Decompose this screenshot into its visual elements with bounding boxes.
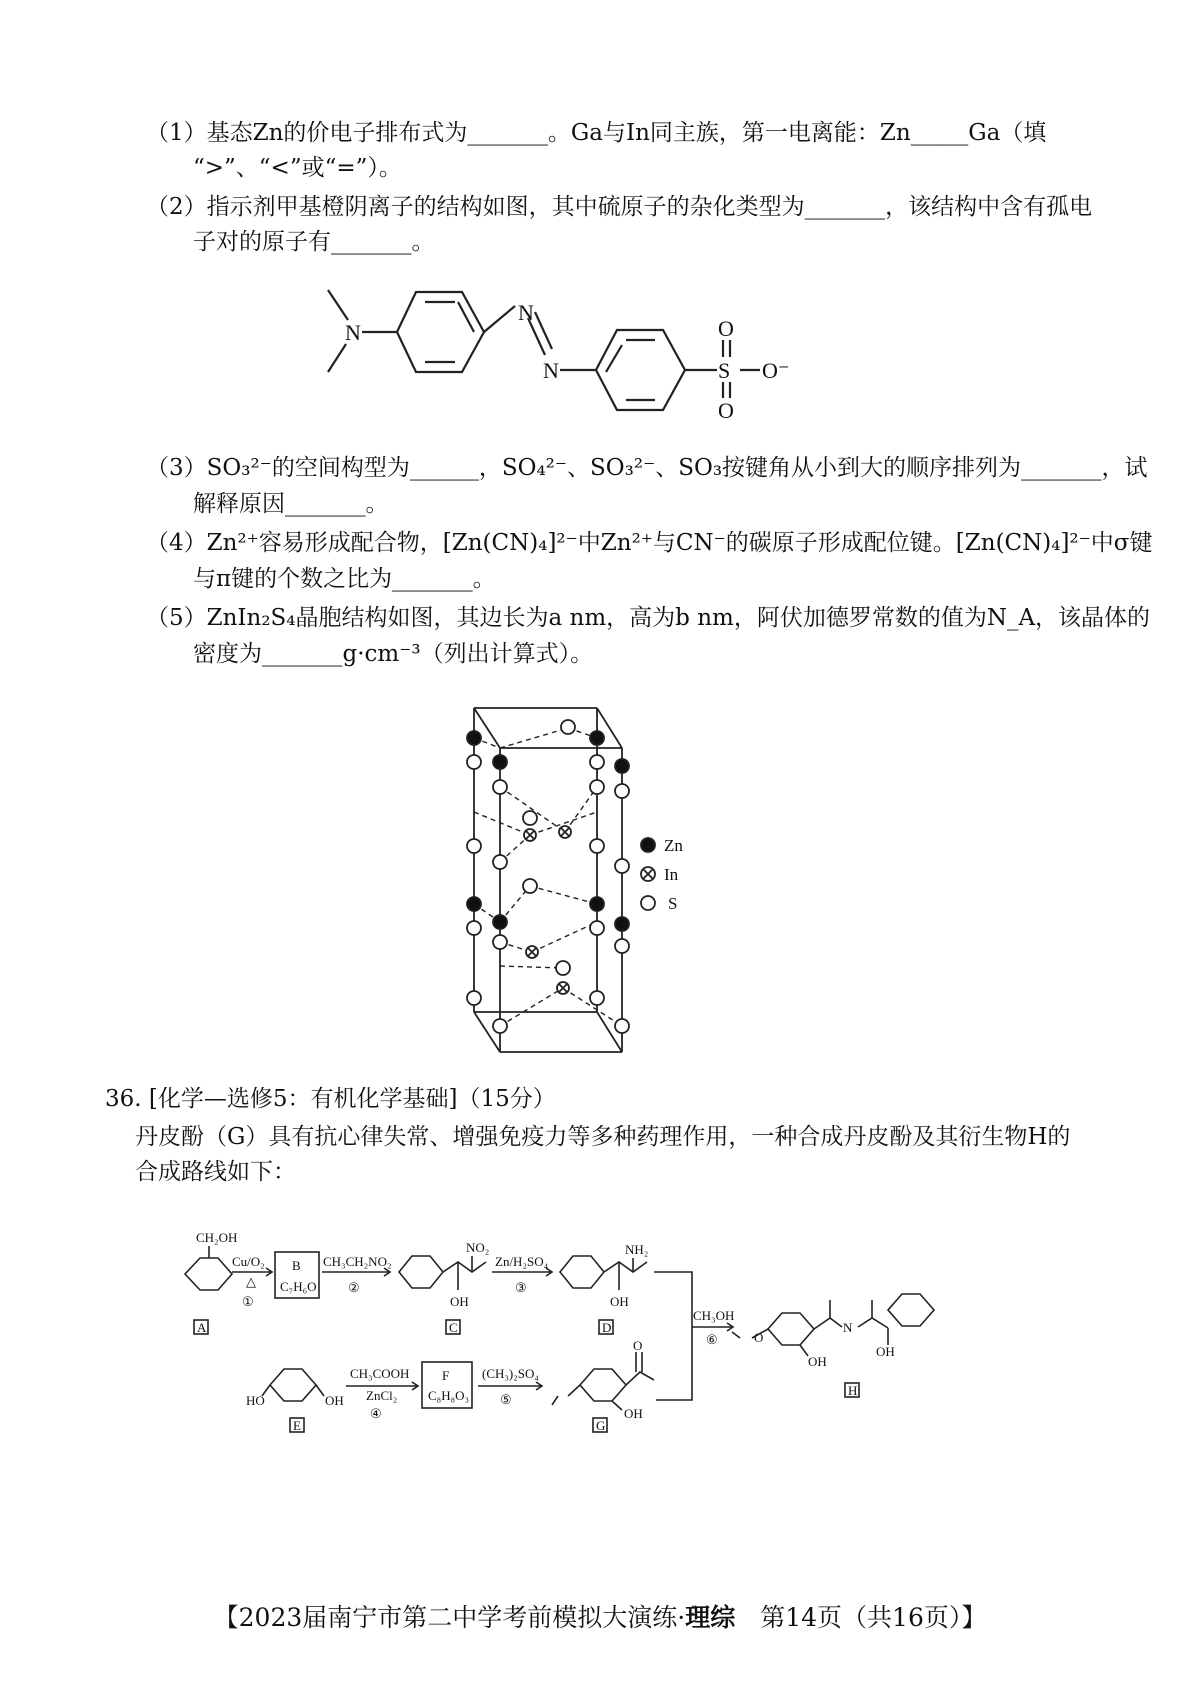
label-c: C xyxy=(449,1320,458,1335)
c-oh: OH xyxy=(450,1294,469,1309)
step1-number: ① xyxy=(242,1294,254,1309)
a-substituent: CH₂OH xyxy=(196,1230,238,1245)
q4-line1: （4）Zn²⁺容易形成配合物，[Zn(CN)₄]²⁻中Zn²⁺与CN⁻的碳原子形成配位键。[Zn(CN)₄]²⁻中σ键 xyxy=(146,530,1153,556)
q3-line2: 解释原因_______。 xyxy=(193,491,389,517)
step6-number: ⑥ xyxy=(706,1332,718,1347)
g-oh: OH xyxy=(624,1406,643,1421)
step5-number: ⑤ xyxy=(500,1392,512,1407)
step1-condition: △ xyxy=(246,1274,256,1289)
step4-number: ④ xyxy=(370,1406,382,1421)
f-formula: C₈H₈O₃ xyxy=(428,1388,470,1403)
legend-s: S xyxy=(668,894,678,913)
q1-line1: （1）基态Zn的价电子排布式为_______。Ga与In同主族，第一电离能：Zn_____Ga（填 xyxy=(146,120,1047,146)
b-formula: C₇H₆O xyxy=(280,1279,317,1294)
h-alcohol-oh: OH xyxy=(876,1344,895,1359)
d-nh2: NH₂ xyxy=(625,1242,649,1257)
e-ho: HO xyxy=(246,1393,265,1408)
legend-zn: Zn xyxy=(664,836,683,855)
c-no2: NO₂ xyxy=(466,1240,490,1255)
q36-intro-line1: 丹皮酚（G）具有抗心律失常、增强免疫力等多种药理作用，一种合成丹皮酚及其衍生物H的 xyxy=(135,1124,1071,1150)
step4-catalyst: ZnCl₂ xyxy=(366,1388,398,1403)
atom-o-top: O xyxy=(718,316,734,341)
footer-left: 【2023届南宁市第二中学考前模拟大演练· xyxy=(213,1603,686,1632)
legend-in: In xyxy=(664,865,679,884)
h-phenol-oh: OH xyxy=(808,1354,827,1369)
q5-line2: 密度为_______g·cm⁻³（列出计算式）。 xyxy=(193,641,594,667)
atom-o-minus: O⁻ xyxy=(762,358,790,383)
atom-o-bottom: O xyxy=(718,398,734,423)
b-label: B xyxy=(292,1258,301,1273)
step1-reagent: Cu/O₂ xyxy=(232,1254,265,1269)
atom-n-azo-1: N xyxy=(518,300,534,325)
q2-line1: （2）指示剂甲基橙阴离子的结构如图，其中硫原子的杂化类型为_______，该结构中含有孤电 xyxy=(146,194,1093,220)
footer-subject: 理综 xyxy=(685,1603,736,1632)
q4-line2: 与π键的个数之比为_______。 xyxy=(193,566,496,592)
q5-line1: （5）ZnIn₂S₄晶胞结构如图，其边长为a nm，高为b nm，阿伏加德罗常数的值为N_A，该晶体的 xyxy=(146,605,1151,631)
atom-s: S xyxy=(718,358,731,383)
step6-reagent: CH₃OH xyxy=(693,1308,735,1323)
step4-reagent: CH₃COOH xyxy=(350,1366,410,1381)
q1-line2: “>”、“<”或“=”）。 xyxy=(193,155,402,181)
step5-reagent: (CH₃)₂SO₄ xyxy=(482,1366,539,1381)
d-oh: OH xyxy=(610,1294,629,1309)
label-h: H xyxy=(848,1383,858,1398)
atom-n-azo-2: N xyxy=(543,358,559,383)
atom-n-amine: N xyxy=(345,320,361,345)
step2-reagent: CH₃CH₂NO₂ xyxy=(323,1254,392,1269)
e-oh: OH xyxy=(325,1393,344,1408)
f-label: F xyxy=(442,1368,450,1383)
q36-intro-line2: 合成路线如下： xyxy=(135,1159,296,1185)
q3-line1: （3）SO₃²⁻的空间构型为______，SO₄²⁻、SO₃²⁻、SO₃按键角从小到大的顺序排列为_______，试 xyxy=(146,455,1148,481)
step2-number: ② xyxy=(348,1280,360,1295)
g-carbonyl-o: O xyxy=(633,1338,643,1353)
label-d: D xyxy=(602,1320,612,1335)
label-g: G xyxy=(596,1418,606,1433)
step3-reagent: Zn/H₂SO₄ xyxy=(495,1254,549,1269)
h-methoxy-o: O xyxy=(754,1330,764,1345)
step3-number: ③ xyxy=(515,1280,527,1295)
q2-line2: 子对的原子有_______。 xyxy=(193,229,435,255)
page-footer xyxy=(0,1598,1200,1634)
h-imine-n: N xyxy=(843,1320,853,1335)
label-a: A xyxy=(197,1320,207,1335)
label-e: E xyxy=(293,1418,301,1433)
q36-header: 36. [化学—选修5：有机化学基础]（15分） xyxy=(105,1086,556,1112)
footer-page: 第14页（共16页）】 xyxy=(735,1603,987,1632)
